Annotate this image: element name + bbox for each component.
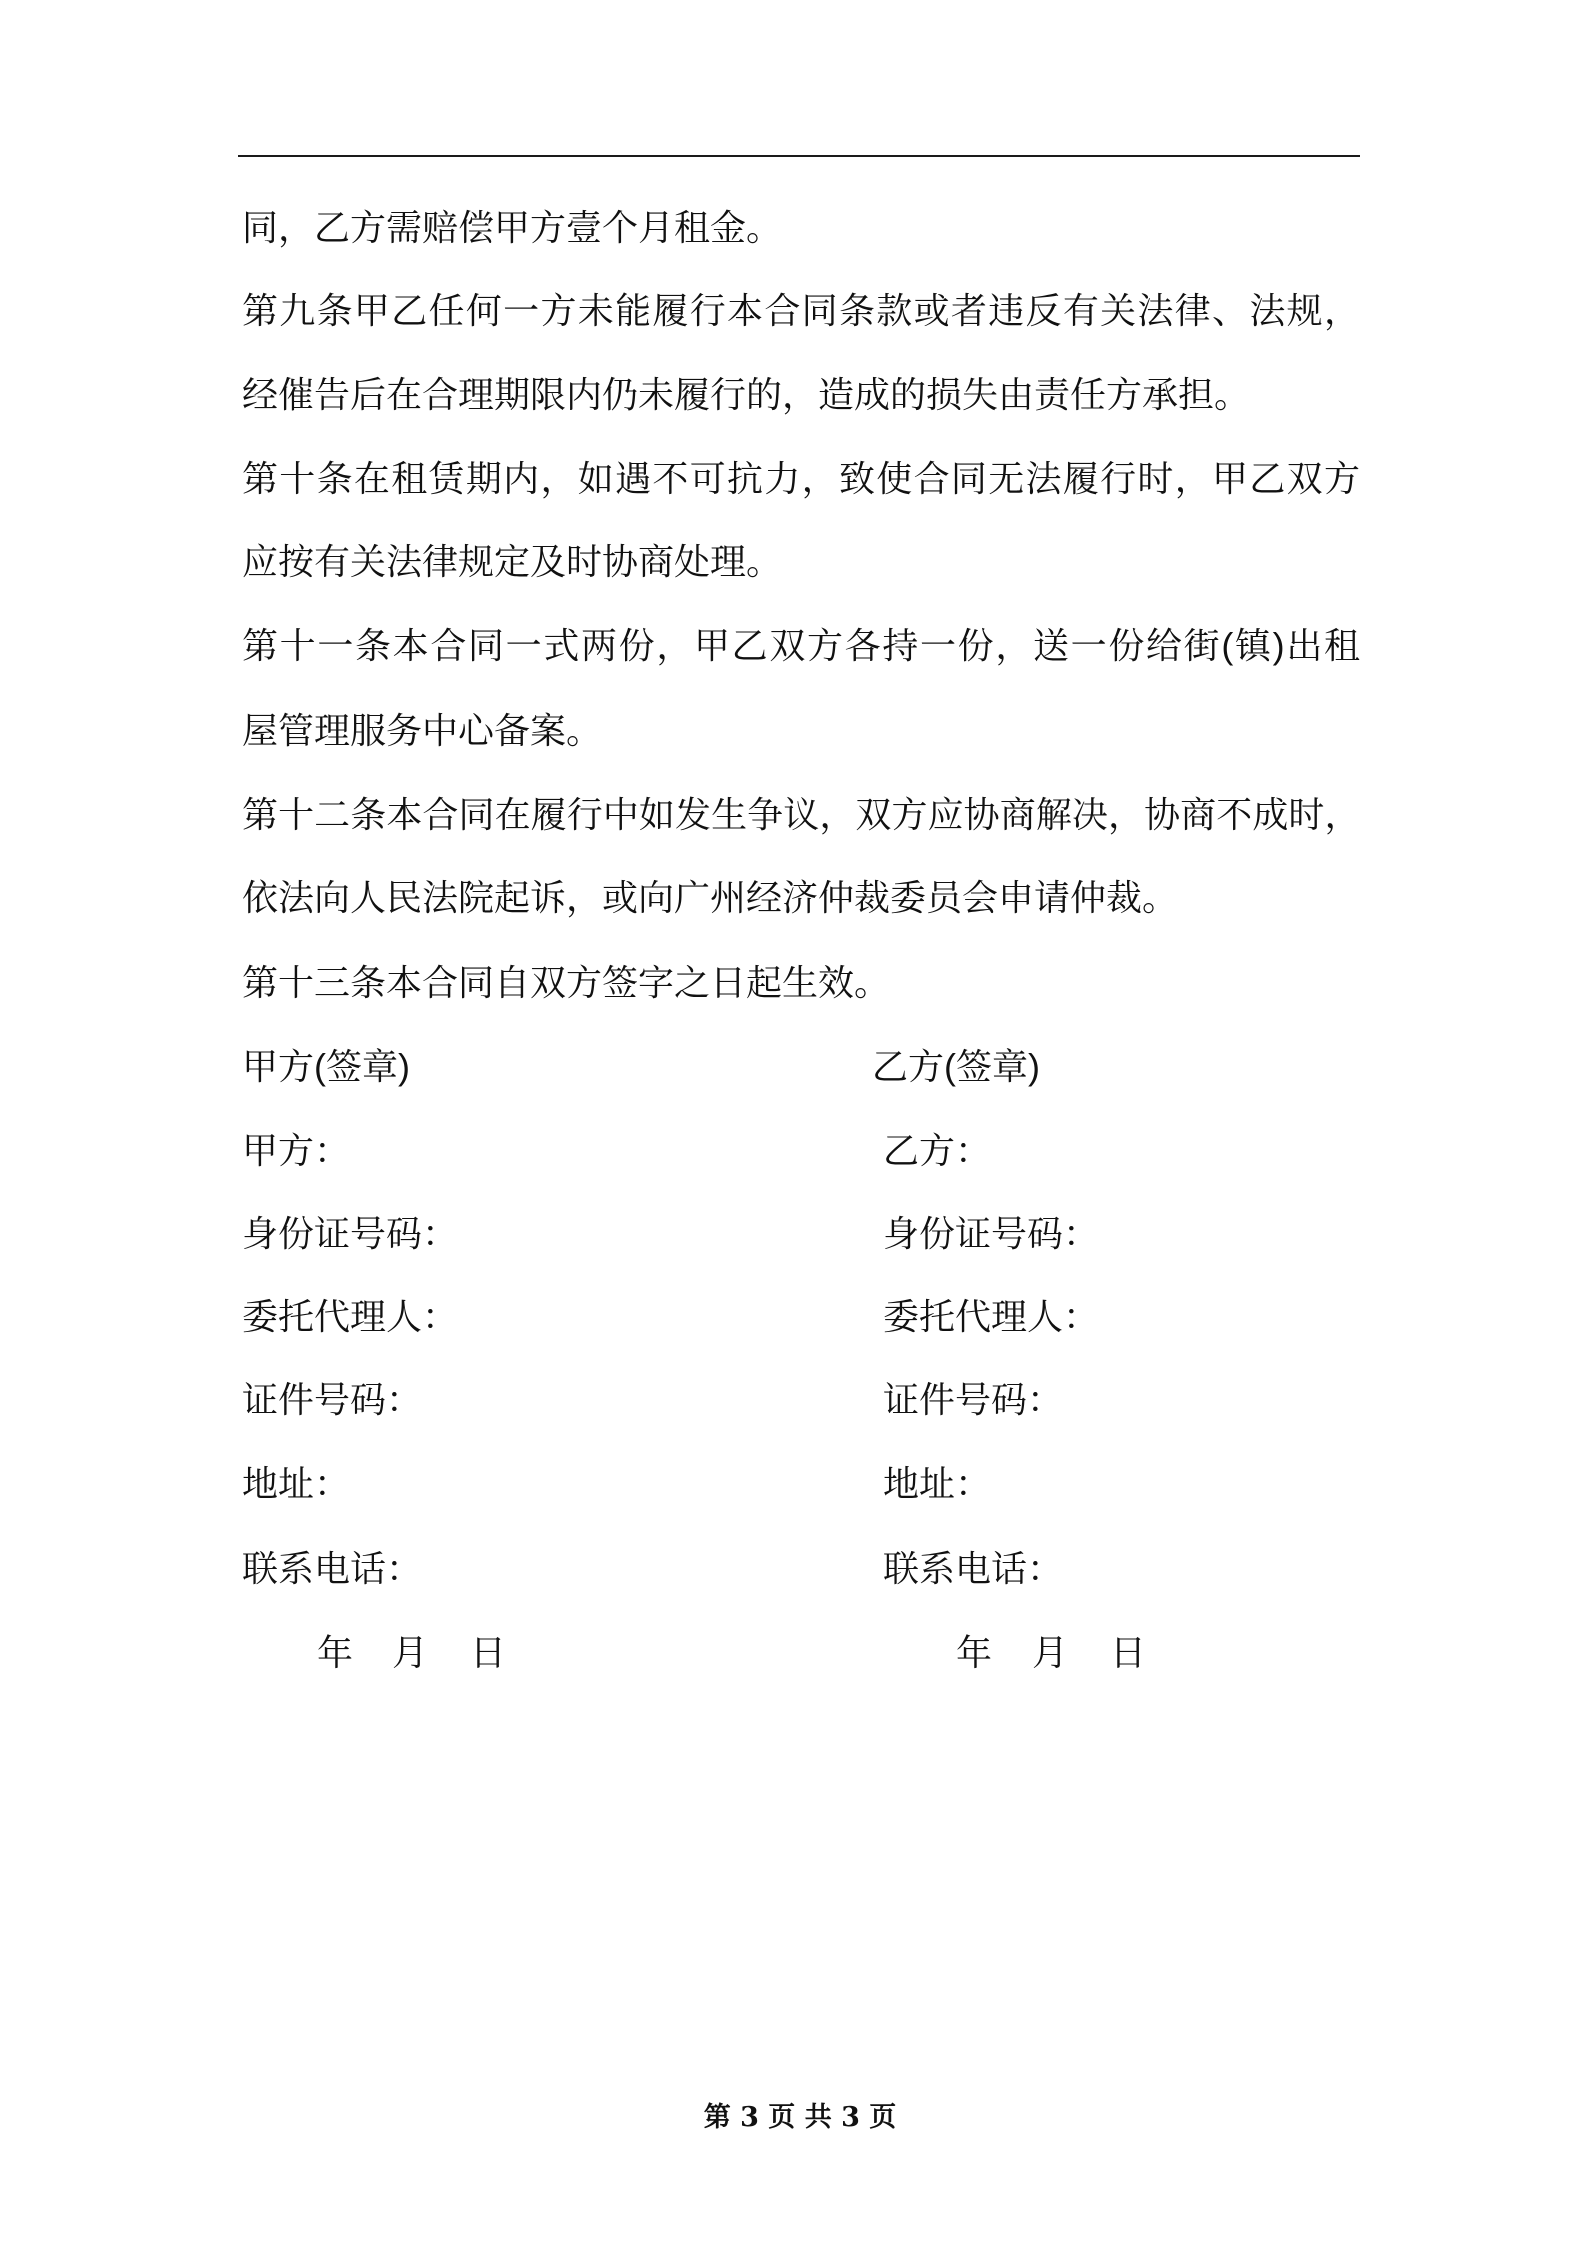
page-number-footer: 第 3 页 共 3 页 [703,2102,897,2133]
party-a-seal-label: 甲方(签章) [242,1046,410,1087]
party-a-date-day: 日 [470,1632,507,1673]
party-a-agent-field: 委托代理人： [242,1296,459,1337]
body-line: 第十三条本合同自双方签字之日起生效。 [242,962,891,1003]
party-a-date-month: 月 [392,1632,429,1673]
party-b-name-field: 乙方： [883,1130,992,1171]
party-a-phone-field: 联系电话： [242,1548,423,1589]
party-b-address-field: 地址： [883,1463,992,1504]
body-line: 应按有关法律规定及时协商处理。 [242,541,783,582]
party-a-id-number-field: 身份证号码： [242,1213,459,1254]
body-line: 第九条甲乙任何一方未能履行本合同条款或者违反有关法律、法规， [242,290,1360,331]
body-line: 第十一条本合同一式两份，甲乙双方各持一份，送一份给街(镇)出租 [242,625,1360,666]
party-a-name-field: 甲方： [242,1130,351,1171]
party-a-date-year: 年 [317,1632,354,1673]
header-rule [238,155,1360,157]
body-line: 依法向人民法院起诉，或向广州经济仲裁委员会申请仲裁。 [242,877,1179,918]
party-b-seal-label: 乙方(签章) [872,1046,1040,1087]
party-b-date-year: 年 [956,1632,993,1673]
body-line: 同，乙方需赔偿甲方壹个月租金。 [242,207,783,248]
body-line: 屋管理服务中心备案。 [242,710,603,751]
party-b-id-number-field: 身份证号码： [883,1213,1100,1254]
party-b-certificate-field: 证件号码： [883,1379,1064,1420]
body-line: 第十二条本合同在履行中如发生争议，双方应协商解决，协商不成时， [242,794,1360,835]
body-line: 第十条在租赁期内，如遇不可抗力，致使合同无法履行时，甲乙双方 [242,458,1360,499]
party-b-date-day: 日 [1110,1632,1147,1673]
body-line: 经催告后在合理期限内仍未履行的，造成的损失由责任方承担。 [242,374,1251,415]
party-a-certificate-field: 证件号码： [242,1379,423,1420]
party-b-date-month: 月 [1032,1632,1069,1673]
party-b-phone-field: 联系电话： [883,1548,1064,1589]
party-a-address-field: 地址： [242,1463,351,1504]
party-b-agent-field: 委托代理人： [883,1296,1100,1337]
